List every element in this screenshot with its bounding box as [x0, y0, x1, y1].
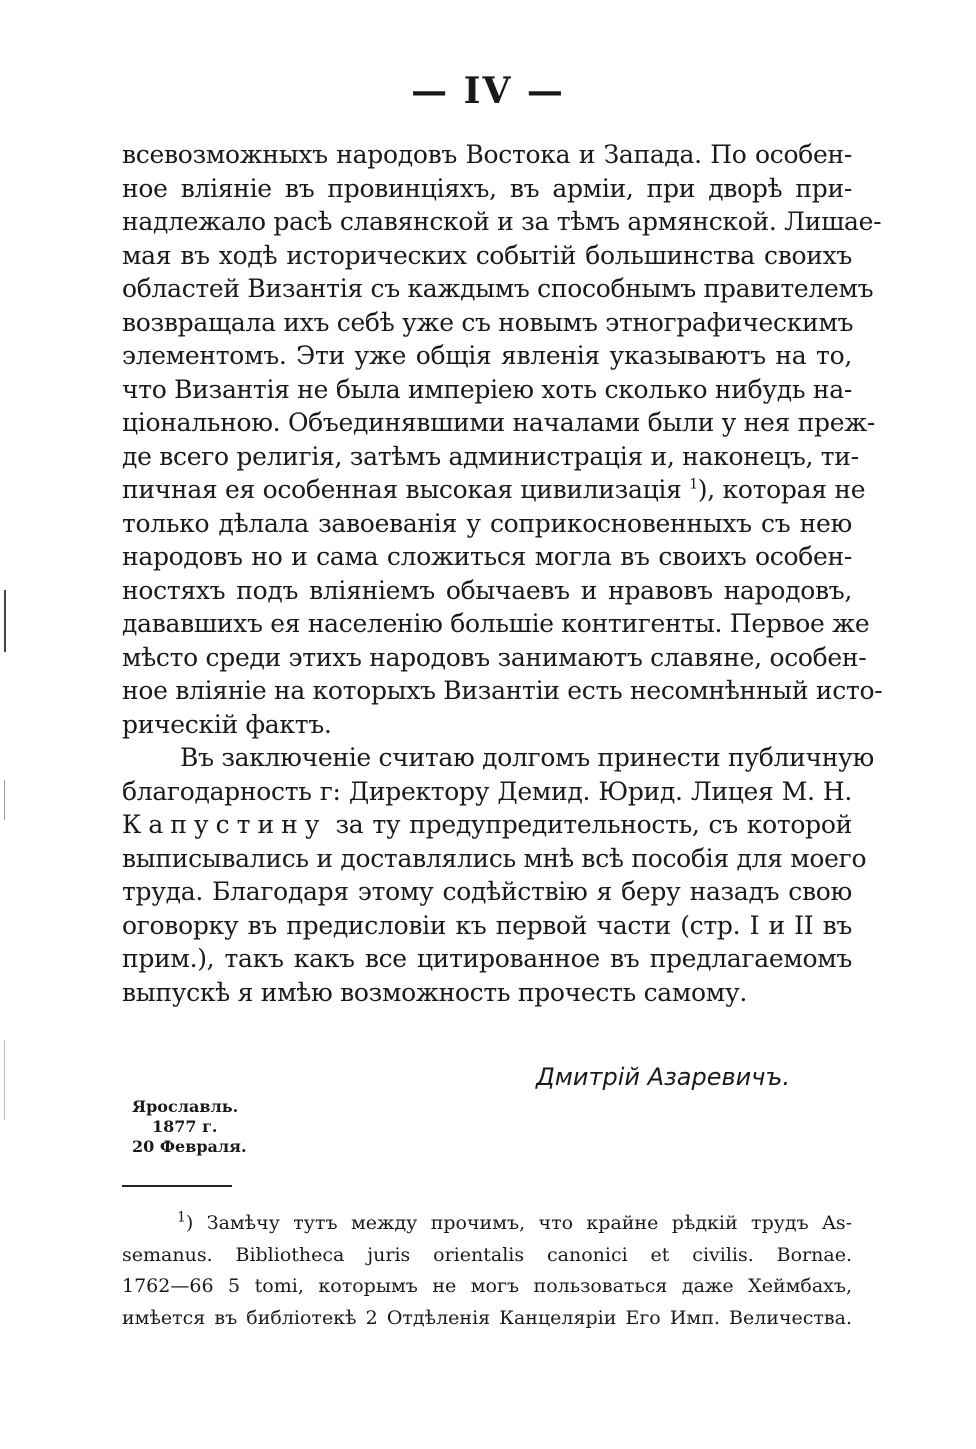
- author-signature: Дмитрій Азаревичъ.: [536, 1063, 790, 1091]
- scan-margin-mark: [4, 780, 5, 820]
- text-line: народовъ но и сама сложиться могла въ своихъ особен-: [122, 542, 852, 571]
- text-line: ціональною. Объединявшими началами были у нея преж-: [122, 408, 876, 437]
- footnote: [122, 1208, 852, 1334]
- year: 1877 г.: [152, 1117, 218, 1136]
- scan-margin-mark: [4, 1040, 5, 1120]
- text-line: элементомъ. Эти уже общія явленія указываютъ на то,: [122, 341, 852, 370]
- text-line: выписывались и доставлялись мнѣ всѣ пособія для моего: [122, 843, 867, 873]
- text-line: мая въ ходѣ исторических событій большинства своихъ: [122, 240, 852, 270]
- text-segment: за ту предупредительность, съ которой: [335, 810, 852, 839]
- scan-margin-mark: [4, 590, 6, 652]
- text-line: ностяхъ подъ вліяніемъ обычаевъ и нравовъ народовъ,: [122, 575, 852, 605]
- footnote-divider: [122, 1185, 232, 1187]
- text-line: надлежало расѣ славянской и за тѣмъ армянской. Лишае-: [122, 207, 882, 236]
- text-line: благодарность г: Директору Демид. Юрид. Лицея М. Н.: [122, 776, 852, 806]
- text-line: [122, 808, 852, 842]
- footnote-line: [122, 1208, 852, 1240]
- footnote-marker: 1: [177, 1209, 186, 1226]
- text-line: областей Византія съ каждымъ способнымъ правителемъ: [122, 274, 874, 303]
- place-date: [132, 1097, 247, 1157]
- text-line: де всего религія, затѣмъ администрація и, наконецъ, ти-: [122, 441, 859, 471]
- footnote-line: 1762—66 5 tomi, которымъ не могъ пользоваться даже Хеймбахъ,: [122, 1275, 852, 1297]
- text-line: выпускѣ я имѣю возможность прочесть самому.: [122, 977, 748, 1007]
- text-line-with-note: [122, 473, 866, 507]
- footnote-line: имѣется въ библіотекѣ 2 Отдѣленія Канцеляріи Его Имп. Величества.: [122, 1306, 852, 1329]
- text-line: возвращала ихъ себѣ уже съ новымъ этнографическимъ: [122, 307, 854, 337]
- date: 20 Февраля.: [132, 1137, 247, 1156]
- text-line: труда. Благодаря этому содѣйствію я беру назадъ свою: [122, 877, 852, 906]
- place: Ярославль.: [132, 1097, 239, 1116]
- text-line: что Византія не была имперіею хоть сколько нибудь на-: [122, 374, 852, 404]
- text-segment: ) Замѣчу тутъ между прочимъ, что крайне рѣдкій трудъ As-: [185, 1212, 852, 1234]
- text-line: ное вліяніе на которыхъ Византіи есть несомнѣнный исто-: [122, 676, 883, 705]
- text-segment: ), которая не: [697, 475, 866, 504]
- footnote-line: semanus. Bibliotheca juris orientalis canonici et civilis. Bornae.: [122, 1243, 852, 1266]
- page-number: — IV —: [411, 70, 565, 112]
- footnote-reference[interactable]: 1: [689, 476, 698, 493]
- text-line: прим.), такъ какъ все цитированное въ предлагаемомъ: [122, 944, 852, 973]
- text-line: всевозможныхъ народовъ Востока и Запада. По особен-: [122, 140, 852, 169]
- text-line: рическій фактъ.: [122, 709, 332, 739]
- text-segment: пичная ея особенная высокая цивилизація: [122, 475, 682, 504]
- text-line: только дѣлала завоеванія у соприкосновенныхъ съ нею: [122, 508, 852, 538]
- text-line: оговорку въ предисловіи къ первой части (стр. I и II въ: [122, 910, 852, 940]
- text-line: дававшихъ ея населенію большіе контигенты. Первое же: [122, 609, 870, 638]
- main-text: [122, 138, 883, 1009]
- name-spaced: Капустину: [122, 810, 327, 839]
- text-line: ное вліяніе въ провинціяхъ, въ арміи, при дворѣ при-: [122, 173, 852, 203]
- text-line: мѣсто среди этихъ народовъ занимаютъ славяне, особен-: [122, 642, 867, 672]
- text-line: Въ заключеніе считаю долгомъ принести публичную: [180, 743, 874, 772]
